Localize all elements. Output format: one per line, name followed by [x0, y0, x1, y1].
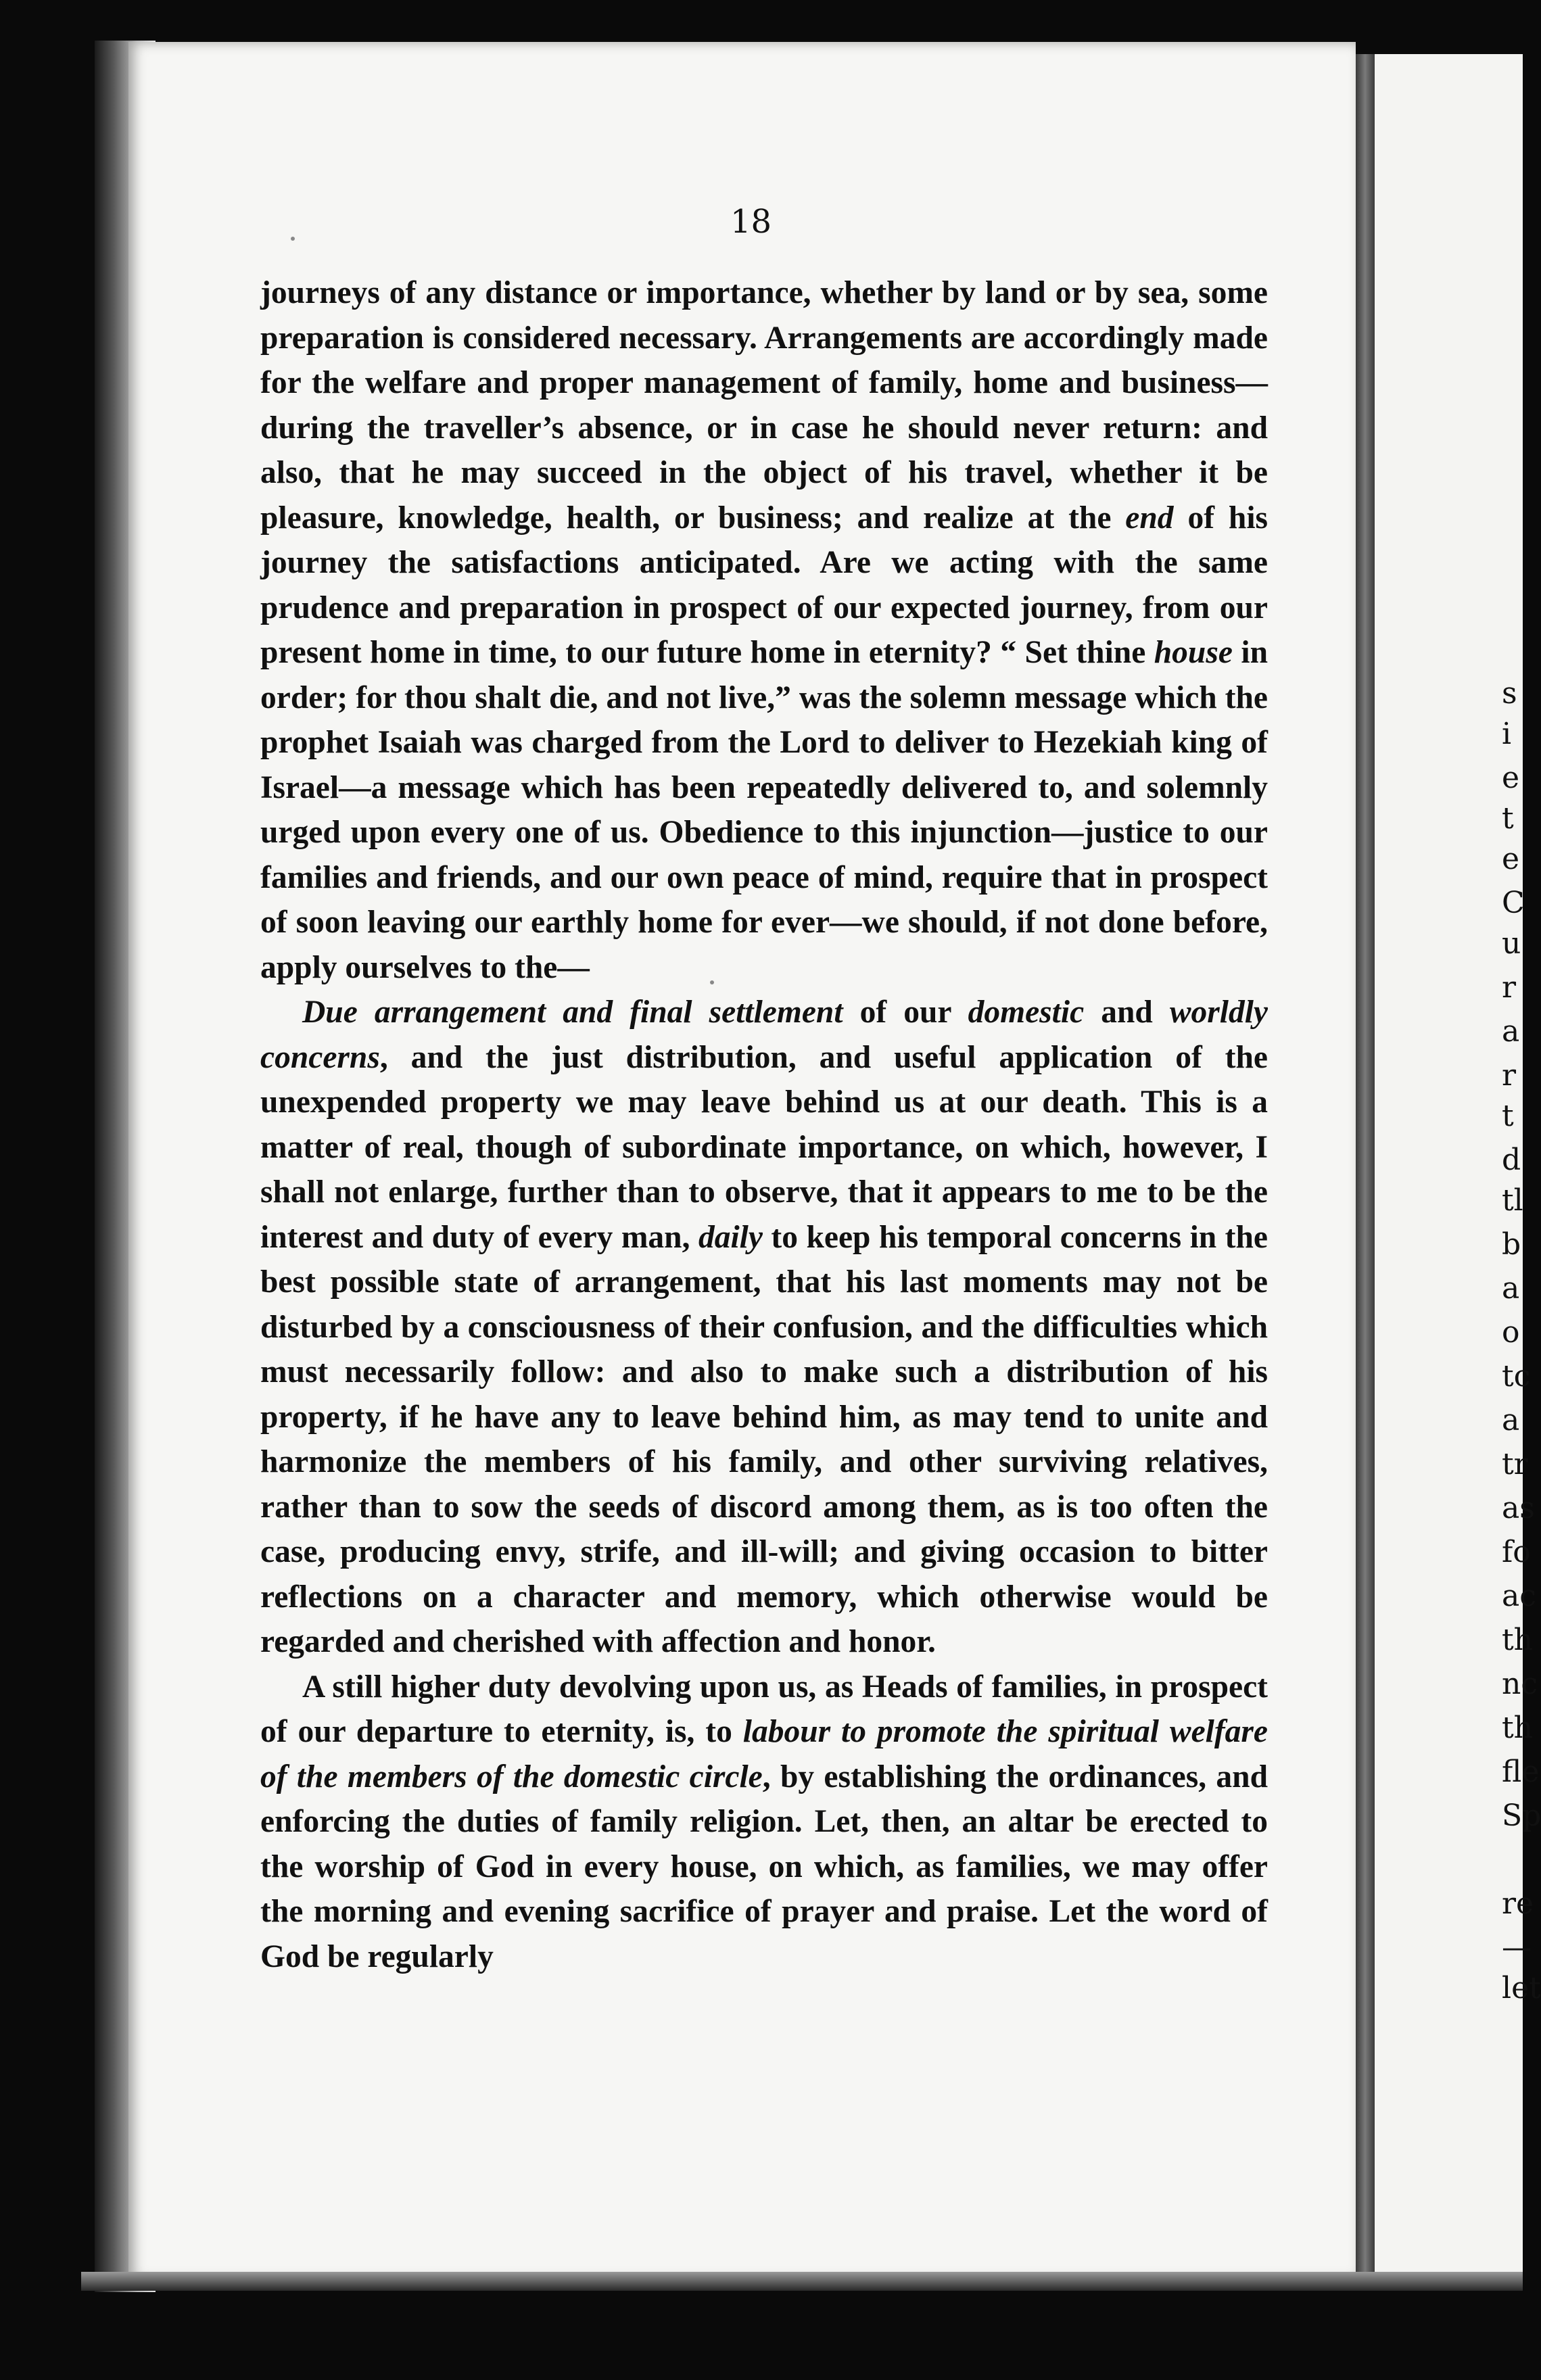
- scan-speck: [710, 980, 714, 984]
- facing-page-text-fragment: Sp: [1502, 1799, 1541, 1833]
- facing-page-text-fragment: t: [1502, 801, 1514, 836]
- facing-page-text-fragment: th: [1502, 1711, 1534, 1745]
- italic-text-segment: domestic: [968, 995, 1085, 1030]
- right-page-edge: [1375, 54, 1541, 2279]
- text-segment: in order; for thou shalt die, and not live,” was the solemn message which the prophet Isaiah was charged from the Lord to deliver to Hezekiah king of Israel—a message which has been repeatedly delivered to, and solemnly urged upon every one of us. Obedience to this injunction—justice to our families and friends, and our own peace of mind, require that in prospect of soon leaving our earthly home for ever—we should, if not done before, apply ourselves to the—: [260, 635, 1268, 985]
- page-bottom-edge: [81, 2272, 1523, 2291]
- facing-page-text-fragment: fo: [1502, 1535, 1531, 1569]
- text-segment: journeys of any distance or importance, whether by land or by sea, some preparation is considered necessary. Arrangements are accordingly made for the welfare and proper management of family, home and business—during the traveller’s absence, or in case he should never return: and also, that he may succeed in the object of his travel, whether it be pleasure, knowledge, health, or business; and realize at the: [260, 275, 1268, 536]
- facing-page-text-fragment: r: [1502, 1058, 1517, 1093]
- text-segment: , and the just distribution, and useful application of the unexpended property we may leave behind us at our death. This is a matter of real, though of subordinate importance, on which, however, I shall not enlarge, further than to observe, that it appears to me to be the interest and duty of every man,: [260, 1039, 1268, 1255]
- italic-text-segment: daily: [698, 1219, 763, 1255]
- scan-speck: [291, 237, 295, 241]
- facing-page-text-fragment: —: [1502, 1930, 1532, 1965]
- facing-page-text-fragment: b: [1502, 1227, 1521, 1262]
- facing-page-text-fragment: tc: [1502, 1359, 1531, 1394]
- facing-page-text-fragment: let: [1502, 1971, 1541, 2005]
- facing-page-text-fragment: a: [1502, 1271, 1520, 1306]
- facing-page-text-fragment: tr: [1502, 1447, 1528, 1481]
- facing-page-text-fragment: r: [1502, 970, 1517, 1005]
- facing-page-text-fragment: i: [1502, 717, 1512, 751]
- facing-page-text-fragment: th: [1502, 1623, 1534, 1657]
- italic-text-segment: worldly concerns: [260, 995, 1268, 1075]
- facing-page-text-fragment: fle: [1502, 1755, 1540, 1789]
- facing-page-text-fragment: s: [1502, 676, 1517, 711]
- facing-page-text-fragment: t: [1502, 1099, 1514, 1133]
- text-segment: of his journey the satisfactions anticipated. Are we acting with the same prudence and preparation in prospect of our expected journey, from our present home in time, to our future home in eternity? “ Set thine: [260, 500, 1269, 670]
- facing-page-text-fragment: C: [1502, 886, 1525, 920]
- text-segment: , by establishing the ordinances, and enforcing the duties of family religion. Let, then, an altar be erected to the worship of God in every house, on which, as families, we may offer the morning and evening sacrifice of prayer and praise. Let the word of God be regularly: [260, 1759, 1269, 1974]
- facing-page-text-fragment: u: [1502, 926, 1521, 961]
- italic-text-segment: end: [1125, 500, 1174, 536]
- facing-page-text-fragment: a: [1502, 1014, 1520, 1049]
- facing-page-text-fragment: ac: [1502, 1579, 1536, 1613]
- paragraph-spiritual-welfare: [260, 1665, 1268, 1980]
- italic-text-segment: house: [1154, 635, 1233, 670]
- facing-page-text-fragment: a: [1502, 1403, 1520, 1437]
- page-gutter: [1356, 54, 1375, 2285]
- text-segment: and: [1084, 995, 1170, 1030]
- text-segment: to keep his temporal concerns in the best possible state of arrangement, that his last moments may not be disturbed by a consciousness of their confusion, and the difficulties which must necessarily follow: and also to make such a distribution of his property, if he have any to leave behind him, as may tend to unite and harmonize the members of his family, and other surviving relatives, rather than to sow the seeds of discord among them, as is too often the case, producing envy, strife, and ill-will; and giving occasion to bitter reflections on a character and memory, which otherwise would be regarded and cherished with affection and honor.: [260, 1219, 1268, 1659]
- italic-text-segment: labour to promote the spiritual welfare of the members of the domestic circle: [260, 1714, 1268, 1794]
- body-text: [260, 270, 1268, 1979]
- italic-text-segment: Due arrangement and final settlement: [302, 995, 843, 1030]
- facing-page-text-fragment: e: [1502, 842, 1520, 876]
- page-number: 18: [730, 203, 772, 241]
- facing-page-text-fragment: d: [1502, 1143, 1521, 1177]
- facing-page-text-fragment: o: [1502, 1315, 1520, 1350]
- paragraph-journey-preparation: [260, 270, 1268, 990]
- text-segment: of our: [843, 995, 968, 1030]
- facing-page-text-fragment: e: [1502, 761, 1520, 795]
- facing-page-text-fragment: tl: [1502, 1183, 1523, 1218]
- facing-page-text-fragment: nc: [1502, 1667, 1538, 1701]
- text-segment: A still higher duty devolving upon us, as Heads of families, in prospect of our departure to eternity, is, to: [260, 1669, 1268, 1749]
- paragraph-domestic-arrangement: [260, 990, 1268, 1665]
- facing-page-text-fragment: re: [1502, 1886, 1534, 1921]
- facing-page-text-fragment: as: [1502, 1491, 1535, 1525]
